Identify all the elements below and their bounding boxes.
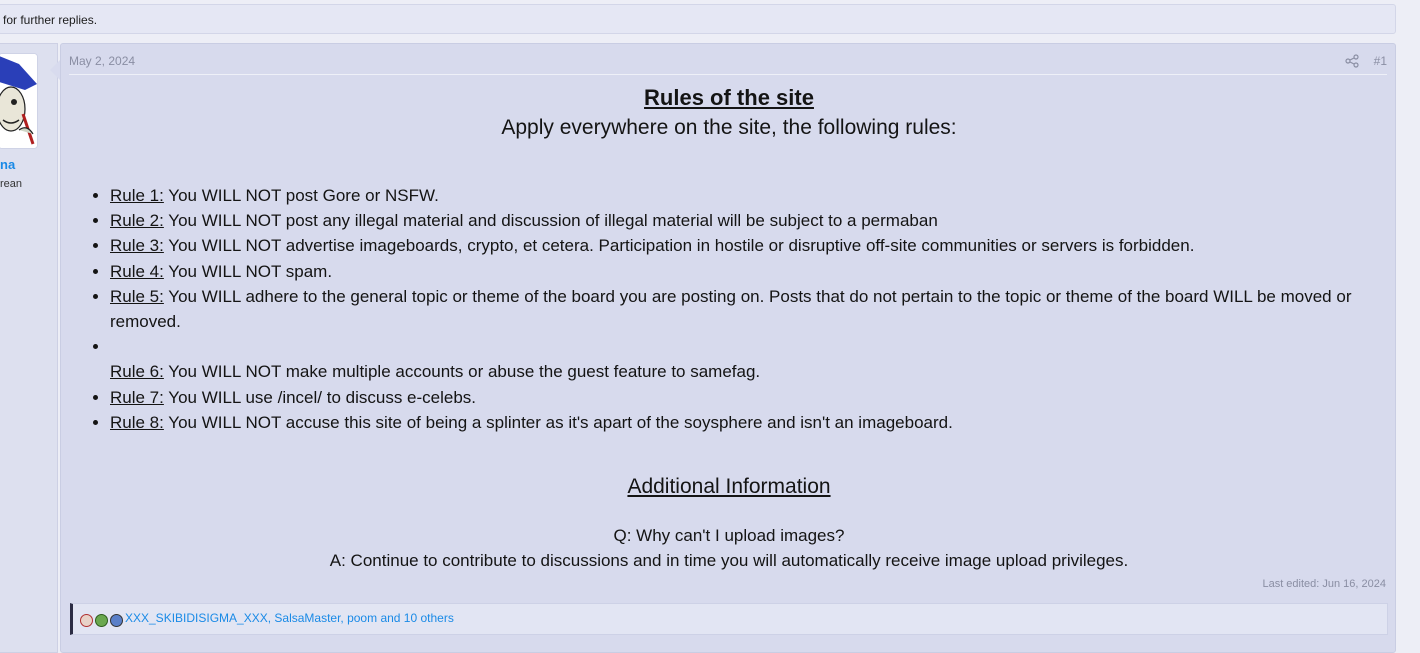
rule-label: Rule 5: — [110, 286, 164, 306]
rule-text: You WILL NOT spam. — [163, 261, 333, 281]
reactions-bar[interactable] — [70, 603, 1388, 635]
faq-answer: A: Continue to contribute to discussions and in time you will automatically receive image upload privileges. — [329, 551, 1129, 571]
list-item — [110, 259, 1387, 284]
last-edited: Last edited: Jun 16, 2024 — [1262, 578, 1386, 590]
reaction-emoji-icon — [80, 614, 93, 627]
rule-label: Rule 1: — [110, 186, 164, 205]
list-item — [110, 183, 1387, 208]
post-pointer-arrow — [50, 60, 60, 80]
list-item — [110, 410, 1387, 435]
thread-closed-notice — [0, 4, 1396, 34]
reaction-users-link[interactable]: XXX_SKIBIDISIGMA_XXX, SalsaMaster, poom and 10 others — [125, 611, 454, 625]
rule-label: Rule 6: — [110, 362, 164, 382]
additional-info-heading: Additional Information — [627, 475, 831, 499]
rule-text: You WILL NOT post any illegal material and discussion of illegal material will be subject to a permaban — [163, 211, 938, 231]
user-title: rean — [0, 178, 23, 190]
post-subheading: Apply everywhere on the site, the following rules: — [501, 116, 957, 139]
list-item — [110, 385, 1387, 410]
post-body — [71, 84, 1387, 573]
list-item — [110, 284, 1387, 334]
rule-label: Rule 4: — [110, 261, 164, 281]
notice-text: for further replies. — [3, 13, 98, 27]
rule-label: Rule 8: — [110, 412, 164, 432]
post-date-link[interactable]: May 2, 2024 — [69, 54, 136, 68]
rule-text: You WILL NOT make multiple accounts or abuse the guest feature to samefag. — [163, 362, 761, 382]
rule-label: Rule 7: — [110, 387, 164, 407]
share-icon[interactable] — [1345, 54, 1359, 68]
rules-list — [71, 183, 1387, 435]
avatar[interactable] — [0, 53, 38, 149]
rule-text: You WILL NOT accuse this site of being a splinter as it's apart of the soysphere and isn't an imageboard. — [163, 412, 953, 432]
list-item — [110, 334, 1387, 384]
faq-question: Q: Why can't I upload images? — [613, 526, 845, 546]
list-item — [110, 233, 1387, 258]
rule-text: You WILL NOT post Gore or NSFW. — [163, 186, 439, 205]
rule-label: Rule 3: — [110, 236, 164, 256]
username-link[interactable]: na — [0, 157, 16, 172]
post-header — [69, 53, 1387, 75]
rule-label: Rule 2: — [110, 211, 164, 231]
post-number-link[interactable]: #1 — [1373, 54, 1387, 68]
rule-text: You WILL use /incel/ to discuss e-celebs. — [163, 387, 477, 407]
reaction-emoji-icon — [110, 614, 123, 627]
post-message — [60, 43, 1396, 653]
post-heading: Rules of the site — [644, 85, 814, 110]
rule-text: You WILL NOT advertise imageboards, crypto, et cetera. Participation in hostile or disruptive off-site communities or servers is forbidden. — [163, 236, 1195, 256]
faq-block — [71, 523, 1387, 573]
rule-text: You WILL adhere to the general topic or theme of the board you are posting on. Posts that do not pertain to the topic or theme of the board WILL be moved or removed. — [110, 286, 1352, 332]
reaction-icons — [80, 612, 125, 628]
reaction-emoji-icon — [95, 614, 108, 627]
avatar-image-icon — [0, 54, 38, 149]
list-item — [110, 208, 1387, 233]
